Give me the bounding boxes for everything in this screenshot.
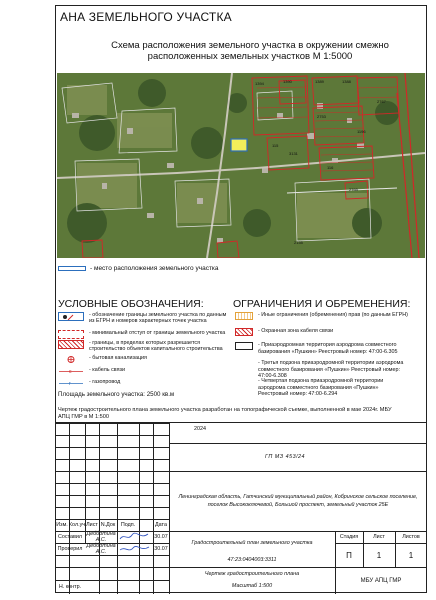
build-zone-icon [58, 340, 84, 349]
cadastral-number: 47:23:0404003:3311 [227, 557, 277, 564]
legend-title: УСЛОВНЫЕ ОБОЗНАЧЕНИЯ: [58, 298, 204, 310]
restriction-subzone-3: - Третья подзона приаэродромной территории аэродрома совместного базирования «Пушкин» Реестровый номер: 47:00-6.308 [258, 360, 404, 380]
title-block: 2024 ГП МЗ 453/24 Ленинградская область, Гатчинский муниципальный район, Кобринское сельское поселение, поселок Высокоключевой, Большой проспект, земельный участок 25Е Изм. Кол.уч Лист N.Док Подп. Дата Составил Дебботина А.С. 30.07 Проверил Дебботина А.С. 30.07 Н. контр. Градостроительный план земельного участка 47:23:0404003:3311 Стадия Лист Листов П 1 1 Чертеж градостроительного плана Масштаб 1:500 МБУ АПЦ ГМР [55, 422, 427, 594]
location-legend [58, 265, 219, 272]
document-code: ГП МЗ 453/24 [264, 454, 306, 460]
parcel-area: Площадь земельного участка: 2500 кв.м [58, 391, 175, 398]
svg-text:г: г [69, 381, 71, 387]
restriction-subzone-4: - Четвертая подзона приаэродромной территории аэродрома совместного базирования «Пушкин» Реестровый номер: 47:00-6.294 [258, 378, 384, 398]
stamp-year: 2024 [194, 426, 206, 432]
row-checker-date: 30.07 [154, 546, 168, 552]
map-label: 115 [272, 143, 279, 148]
legend-item-gas: г - газопровод [58, 379, 230, 388]
restriction-other: - Иные ограничения (обременения) прав (по данным ЕГРН) [235, 312, 410, 320]
map-label: 1394 [255, 81, 264, 86]
svg-text:с: с [69, 369, 72, 375]
scheme-title: Схема расположения земельного участка в окружении смежно расположенных земельных участков М 1:5000 [111, 40, 389, 62]
stage-value: П [346, 550, 352, 560]
airfield-icon [235, 342, 253, 350]
aerial-map [57, 73, 425, 258]
map-label: 2765 [349, 187, 358, 192]
map-label: 2767 [377, 99, 386, 104]
map-label: 2155 [294, 240, 303, 245]
legend-item-build-zone: - границы, в пределах которых разрешается строительство объектов капитального строительства [58, 340, 230, 352]
organization: МБУ АПЦ ГМР [360, 578, 402, 584]
restriction-airfield: - Приаэродромная территория аэродрома совместного базирования «Пушкин» Реестровый номер: 47:00-6.305 [235, 342, 410, 355]
min-offset-icon [58, 330, 84, 339]
aerial-map-drawing [57, 73, 425, 258]
other-restriction-icon [235, 312, 253, 320]
restriction-cable-zone: - Охранная зона кабеля связи [235, 328, 410, 336]
cable-icon [58, 367, 84, 376]
row-author-role: Составил [57, 534, 82, 540]
row-author-name: Дебботина А.С. [86, 531, 116, 543]
drawing-title: Чертеж градостроительного плана [204, 571, 300, 578]
signature-icon [117, 543, 153, 555]
parcel-border-icon [58, 312, 84, 321]
page-heading: АНА ЗЕМЕЛЬНОГО УЧАСТКА [60, 10, 232, 24]
object-address: Ленинградская область, Гатчинский муниципальный район, Кобринское сельское поселение, поселок Высокоключевой, Большой проспект, земельный участок 25Е [178, 493, 418, 508]
sheet-value: 1 [376, 550, 382, 560]
legend-item-cable: с - кабель связи [58, 367, 230, 376]
sewer-icon [58, 355, 84, 364]
survey-note: Чертеж градостроительного плана земельного участка разработан на топографической съемке, выполненной в мае 2024г. МБУ АПЦ ГМР в М 1:500 [58, 407, 392, 420]
legend-item-parcel-border: - обозначение границы земельного участка по данным из ЕГРН и номеров характерных точек участка [58, 312, 230, 324]
sheets-value: 1 [408, 550, 414, 560]
row-author-date: 30.07 [154, 534, 168, 540]
legend-item-min-offset: - минимальный отступ от границы земельного участка [58, 330, 230, 339]
map-label: 2753 [317, 114, 326, 119]
cable-zone-icon [235, 328, 253, 336]
location-swatch [58, 266, 86, 271]
map-label: 1389 [315, 79, 324, 84]
norm-control-label: Н. контр. [58, 584, 82, 590]
map-label: 1390 [283, 79, 292, 84]
gas-pipe-icon [58, 379, 84, 388]
map-label: 3131 [289, 151, 298, 156]
map-label: 116 [327, 165, 334, 170]
row-checker-role: Проверил [57, 546, 83, 552]
legend-item-sewer: - бытовая канализация [58, 355, 230, 364]
target-parcel [231, 139, 247, 151]
map-label: 1388 [342, 79, 351, 84]
location-legend-text: - место расположения земельного участка [90, 265, 219, 272]
drawing-scale: Масштаб 1:500 [231, 583, 273, 590]
signature-icon [117, 531, 153, 543]
document-title: Градостроительный план земельного участка [191, 540, 313, 547]
map-label: 1196 [357, 129, 366, 134]
restrictions-title: ОГРАНИЧЕНИЯ И ОБРЕМЕНЕНИЯ: [233, 298, 411, 310]
row-checker-name: Дебботина А.С. [86, 543, 116, 555]
